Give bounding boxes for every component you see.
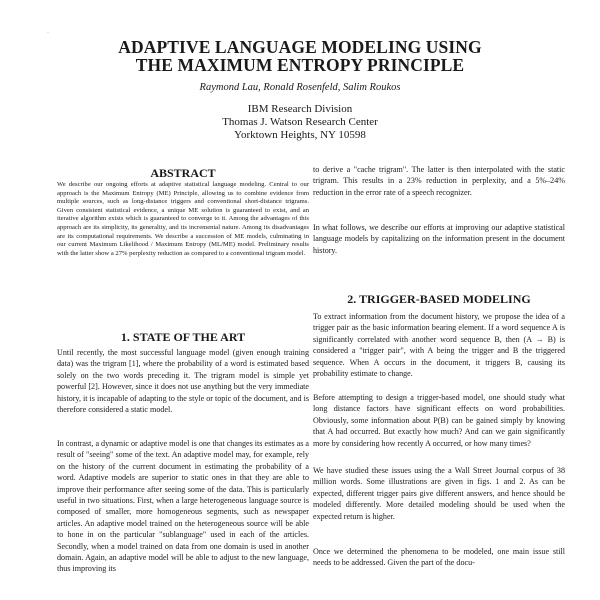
paper-title-line-1: ADAPTIVE LANGUAGE MODELING USING: [118, 37, 482, 57]
abstract-heading: ABSTRACT: [150, 166, 216, 180]
affiliation-center: Thomas J. Watson Research Center: [222, 116, 378, 128]
section-1-paragraph-2: In contrast, a dynamic or adaptive model is one that changes its estimates as a result of "seeing" some of the text. An adaptive model may, for example, rely on the history of the current document in estimating the probability of a word. Adaptive models are superior to static ones in that they are able to improve their performance after seeing some of the data. This is particularly useful in two situations. First, when a large heterogeneous language source is composed of smaller, more homogeneous segments, such as newspaper articles. An adaptive model trained on the heterogeneous source will be able to hone in on the particular "sublanguage" used in each of the articles. Secondly, when a model trained on data from one domain is used in another domain. Again, an adaptive model will be able to adjust to the new language, thus improving its: [57, 439, 309, 574]
affiliation-division: IBM Research Division: [247, 103, 353, 115]
section-1-paragraph-1: Until recently, the most successful language model (given enough training data) was the trigram [1], where the probability of a word is estimated based solely on the two words preceding it. The trigram model is simple yet powerful [2]. However, since it does not use anything but the very immediate history, it is incapable of adapting to the style or topic of the document, and is therefore considered a static model.: [57, 348, 309, 415]
paper-title-line-2: THE MAXIMUM ENTROPY PRINCIPLE: [135, 55, 465, 75]
section-2-paragraph-1: To extract information from the document history, we propose the idea of a trigger pair as the basic information bearing element. If a word sequence A is significantly correlated with another word sequence B, then (A → B) is considered a "trigger pair", with A being the trigger and B the triggered sequence. When A occurs in the document, it triggers B, causing its probability estimate to change.: [313, 312, 565, 379]
section-2-paragraph-3: We have studied these issues using the a Wall Street Journal corpus of 38 million words. Some illustrations are given in figs. 1 and 2. As can be expected, different trigger pairs give different answers, and hence should be modeled differently. More detailed modeling should be used when the expected return is higher.: [313, 466, 565, 521]
right-paragraph-cache-trigram: to derive a "cache trigram". The latter is then interpolated with the static trigram. This results in a 23% reduction in perplexity, and a 5%–24% reduction in the error rate of a speech recognizer.: [313, 165, 565, 197]
section-1-heading: 1. STATE OF THE ART: [120, 330, 246, 344]
right-paragraph-overview: In what follows, we describe our efforts at improving our adaptive statistical language models by capitalizing on the information present in the document history.: [313, 223, 565, 255]
abstract-text: We describe our ongoing efforts at adaptive statistical language modeling. Central to our approach is the Maximum Entropy (ME) Principle, allowing us to combine evidence from multiple sources, such as long-distance triggers and conventional short-distance trigrams. Given consistent statistical evidence, a unique ME solution is guaranteed to exist, and an iterative algorithm exists which is guaranteed to converge to it. Among the advantages of this approach are its simplicity, its generality, and its incremental nature. Among its disadvantages are its computational requirements. We describe a succession of ME models, culminating in our current Maximum Likelihood / Maximum Entropy (ML/ME) model. Preliminary results with the latter show a 27% perplexity reduction as compared to a conventional trigram model.: [57, 181, 309, 257]
author-list: Raymond Lau, Ronald Rosenfeld, Salim Roukos: [199, 82, 401, 93]
page-mark: ·: [47, 30, 49, 36]
section-2-paragraph-2: Before attempting to design a trigger-based model, one should study what long distance factors have significant effects on word probabilities. Obviously, some information about P(B) can be gained simply by knowing that A had occurred. But exactly how much? And can we gain significantly more by considering how recently A occurred, or how many times?: [313, 393, 565, 448]
section-2-heading: 2. TRIGGER-BASED MODELING: [347, 292, 531, 306]
affiliation-location: Yorktown Heights, NY 10598: [234, 129, 366, 141]
section-2-paragraph-4: Once we determined the phenomena to be modeled, one main issue still needs to be addressed. Given the part of the docu-: [313, 547, 565, 568]
